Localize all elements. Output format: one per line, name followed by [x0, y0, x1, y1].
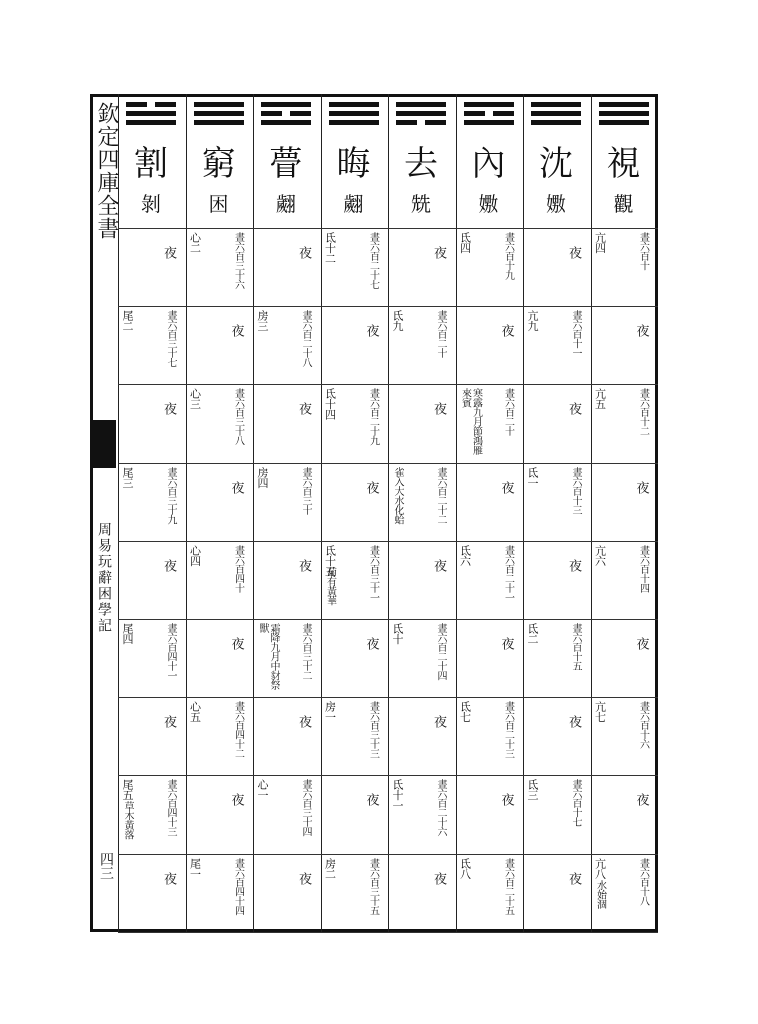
- column-divider: [253, 94, 254, 932]
- table-cell: [388, 228, 454, 306]
- gua-column: [591, 94, 657, 932]
- gua-name: 窮: [201, 144, 236, 184]
- gua-name: 割: [134, 144, 168, 184]
- table-cell: [186, 228, 252, 306]
- margin-column: [90, 94, 118, 932]
- table-cell: [456, 541, 522, 619]
- row-divider: [118, 463, 658, 464]
- night-label: 夜: [161, 715, 176, 728]
- night-label: 夜: [228, 637, 244, 650]
- table-cell: [523, 854, 589, 932]
- night-label: 夜: [633, 637, 649, 650]
- gua-subname: 困: [208, 192, 229, 216]
- table-cell: [388, 306, 454, 384]
- table-cell: [253, 854, 319, 932]
- gua-subname: 翽: [276, 192, 296, 216]
- table-cell: [523, 463, 589, 541]
- column-divider: [388, 94, 389, 932]
- night-label: 夜: [363, 637, 379, 650]
- table-cell: [118, 228, 184, 306]
- lunar-mansion-note: 氐九: [391, 310, 404, 332]
- lunar-mansion-note: 心五: [188, 701, 202, 723]
- lunar-mansion-note: 心二: [188, 232, 202, 253]
- solar-term-note: 雀入大水化蛤: [392, 466, 403, 524]
- table-cell: [118, 854, 184, 932]
- table-cell: [388, 463, 454, 541]
- solar-term-note: 菊有黃華: [324, 566, 336, 605]
- solar-term-note: 霜降九月中豺祭獸: [257, 623, 279, 690]
- trigram-icon: [194, 102, 244, 129]
- day-count: 晝六百十二: [637, 388, 649, 436]
- table-cell: [186, 384, 252, 462]
- lunar-mansion-note: 亢九: [526, 310, 539, 332]
- table-cell: [591, 384, 657, 462]
- day-count: 晝六百四十三: [165, 779, 176, 837]
- day-count: 晝六百三十六: [232, 232, 244, 289]
- night-label: 夜: [431, 558, 446, 572]
- lunar-mansion-note: 亢八: [593, 857, 607, 879]
- gua-column: [186, 94, 252, 932]
- gua-column: [456, 94, 522, 932]
- day-count: 晝六百十三: [570, 466, 581, 515]
- lunar-mansion-note: 尾四: [121, 623, 134, 644]
- day-count: 晝六百二十二: [435, 466, 446, 524]
- lunar-mansion-note: 房三: [256, 310, 269, 332]
- lunar-mansion-note: 亢五: [593, 388, 607, 410]
- gua-subname: 嫐: [478, 192, 499, 216]
- lunar-mansion-note: 氐十五: [323, 544, 337, 577]
- night-label: 夜: [363, 480, 379, 494]
- table-cell: [321, 775, 387, 853]
- table-cell: [118, 463, 184, 541]
- row-divider: [118, 619, 658, 620]
- day-count: 晝六百二十九: [367, 388, 379, 446]
- row-divider: [118, 541, 658, 542]
- table-cell: [253, 541, 319, 619]
- gua-column: [321, 94, 387, 932]
- day-count: 晝六百三十八: [232, 388, 244, 446]
- table-cell: [118, 775, 184, 853]
- lunar-mansion-note: 房二: [323, 857, 337, 879]
- table-cell: [253, 775, 319, 853]
- table-cell: [186, 854, 252, 932]
- table-cell: [186, 775, 252, 853]
- row-divider: [118, 306, 658, 307]
- table-cell: [118, 619, 184, 697]
- day-count: 晝六百二十一: [502, 544, 514, 602]
- column-divider: [186, 94, 187, 932]
- day-count: 晝六百四十四: [232, 857, 244, 915]
- lunar-mansion-note: 氐七: [458, 701, 472, 723]
- night-label: 夜: [296, 246, 311, 259]
- night-label: 夜: [566, 402, 581, 415]
- day-count: 晝六百三十二: [300, 623, 311, 680]
- day-count: 晝六百十一: [570, 310, 581, 358]
- table-cell: [321, 619, 387, 697]
- table-cell: [321, 697, 387, 775]
- day-count: 晝六百十七: [570, 779, 581, 827]
- night-label: 夜: [228, 480, 244, 494]
- lunar-mansion-note: 亢七: [593, 701, 607, 723]
- day-count: 晝六百二十六: [435, 779, 446, 837]
- row-divider: [118, 932, 658, 933]
- column-divider: [321, 94, 322, 932]
- day-count: 晝六百十八: [637, 857, 649, 906]
- table-cell: [456, 306, 522, 384]
- night-label: 夜: [296, 402, 311, 415]
- lunar-mansion-note: 氐十一: [391, 779, 404, 811]
- lunar-mansion-note: 氐十二: [323, 232, 337, 264]
- night-label: 夜: [498, 793, 514, 806]
- column-divider: [591, 94, 592, 932]
- day-count: 晝六百四十: [232, 544, 244, 593]
- day-count: 晝六百二十三: [502, 701, 514, 759]
- gua-subname: 兟: [411, 192, 431, 216]
- row-divider: [118, 775, 658, 776]
- night-label: 夜: [228, 793, 244, 806]
- gua-column: [523, 94, 589, 932]
- table-cell: [456, 854, 522, 932]
- gua-subname: 剝: [141, 192, 161, 216]
- night-label: 夜: [296, 558, 311, 572]
- night-label: 夜: [161, 558, 176, 572]
- day-count: 晝六百十五: [570, 623, 581, 671]
- night-label: 夜: [296, 715, 311, 728]
- table-cell: [321, 854, 387, 932]
- table-cell: [321, 228, 387, 306]
- table-cell: [388, 854, 454, 932]
- table-cell: [591, 854, 657, 932]
- trigram-icon: [599, 102, 649, 129]
- table-cell: [523, 228, 589, 306]
- table-cell: [591, 541, 657, 619]
- lunar-mansion-note: 氐十四: [323, 388, 337, 420]
- gua-name: 內: [471, 144, 506, 184]
- gua-name: 晦: [336, 144, 371, 184]
- column-divider: [523, 94, 524, 932]
- table-cell: [591, 228, 657, 306]
- solar-term-note: 寒露九月節鴻雁來賓: [459, 388, 482, 455]
- lunar-mansion-note: 房四: [256, 466, 269, 488]
- night-label: 夜: [363, 324, 379, 337]
- lunar-mansion-note: 氐六: [458, 544, 472, 566]
- table-cell: [456, 775, 522, 853]
- night-label: 夜: [633, 324, 649, 337]
- night-label: 夜: [363, 793, 379, 806]
- lunar-mansion-note: 心三: [188, 388, 202, 410]
- day-count: 晝六百二十五: [502, 857, 514, 915]
- table-cell: [523, 697, 589, 775]
- solar-term-note: 草木黃落: [122, 801, 133, 840]
- table-cell: [388, 541, 454, 619]
- day-count: 晝六百二十四: [435, 623, 446, 680]
- table-cell: [523, 619, 589, 697]
- table-cell: [186, 697, 252, 775]
- lunar-mansion-note: 氐八: [458, 857, 472, 879]
- table-cell: [591, 619, 657, 697]
- table-cell: [253, 384, 319, 462]
- table-cell: [591, 463, 657, 541]
- day-count: 晝六百二十七: [367, 232, 379, 289]
- lunar-mansion-note: 心四: [188, 544, 202, 566]
- table-cell: [523, 541, 589, 619]
- night-label: 夜: [566, 558, 581, 572]
- trigram-icon: [464, 102, 514, 129]
- day-count: 晝六百三十四: [300, 779, 311, 837]
- day-count: 晝六百十九: [502, 232, 514, 280]
- day-count: 晝六百十四: [637, 544, 649, 593]
- lunar-mansion-note: 亢四: [593, 232, 607, 253]
- column-divider: [118, 94, 119, 932]
- row-divider: [118, 228, 658, 229]
- day-count: 晝六百四十二: [232, 701, 244, 759]
- gua-subname: 翽: [343, 192, 364, 216]
- gua-column: [253, 94, 319, 932]
- gua-column: [118, 94, 184, 932]
- day-count: 晝六百二十: [502, 388, 514, 436]
- table-cell: [321, 384, 387, 462]
- lunar-mansion-note: 氐一: [526, 466, 539, 488]
- lunar-mansion-note: 氐四: [458, 232, 472, 253]
- table-cell: [253, 619, 319, 697]
- table-cell: [456, 697, 522, 775]
- table-cell: [321, 463, 387, 541]
- book-title: 欽定四庫全書: [94, 102, 119, 240]
- lunar-mansion-note: 亢六: [593, 544, 607, 566]
- table-cell: [253, 306, 319, 384]
- lunar-mansion-note: 氐三: [526, 779, 539, 801]
- lunar-mansion-note: 尾三: [121, 466, 134, 488]
- day-count: 晝六百二十: [435, 310, 446, 358]
- night-label: 夜: [161, 402, 176, 415]
- night-label: 夜: [431, 246, 446, 259]
- table-cell: [456, 619, 522, 697]
- lunar-mansion-note: 氐十: [391, 623, 404, 644]
- row-divider: [118, 854, 658, 855]
- table-cell: [186, 619, 252, 697]
- night-label: 夜: [498, 324, 514, 337]
- table-cell: [523, 306, 589, 384]
- table-cell: [388, 775, 454, 853]
- table-cell: [591, 697, 657, 775]
- night-label: 夜: [228, 324, 244, 337]
- lunar-mansion-note: 尾二: [121, 310, 134, 332]
- night-label: 夜: [566, 246, 581, 259]
- table-cell: [388, 384, 454, 462]
- gua-subname: 嫐: [546, 192, 566, 216]
- table-cell: [321, 306, 387, 384]
- row-divider: [118, 384, 658, 385]
- row-divider: [118, 697, 658, 698]
- night-label: 夜: [566, 715, 581, 728]
- night-label: 夜: [431, 715, 446, 728]
- lunar-mansion-note: 心一: [256, 779, 269, 801]
- day-count: 晝六百三十九: [165, 466, 176, 524]
- table-cell: [118, 384, 184, 462]
- night-label: 夜: [633, 480, 649, 494]
- lunar-mansion-note: 房一: [323, 701, 337, 723]
- trigram-icon: [329, 102, 379, 129]
- trigram-icon: [396, 102, 446, 129]
- table-cell: [321, 541, 387, 619]
- table-cell: [456, 384, 522, 462]
- table-cell: [523, 384, 589, 462]
- table-cell: [456, 463, 522, 541]
- table-cell: [118, 697, 184, 775]
- table-cell: [388, 619, 454, 697]
- day-count: 晝六百二十八: [300, 310, 311, 368]
- table-cell: [253, 463, 319, 541]
- day-count: 晝六百三十: [300, 466, 311, 515]
- night-label: 夜: [633, 793, 649, 806]
- lunar-mansion-note: 氐二: [526, 623, 539, 644]
- gua-name: 沈: [539, 144, 573, 184]
- gua-column: [388, 94, 454, 932]
- section-title: 周易玩辭困學記: [96, 522, 112, 634]
- table-cell: [591, 306, 657, 384]
- gua-name: 瞢: [269, 144, 303, 184]
- day-count: 晝六百三十三: [367, 701, 379, 759]
- trigram-icon: [261, 102, 311, 129]
- night-label: 夜: [498, 480, 514, 494]
- day-count: 晝六百四十一: [165, 623, 176, 680]
- trigram-icon: [126, 102, 176, 129]
- night-label: 夜: [431, 871, 446, 885]
- page-number: 四三: [98, 852, 114, 880]
- table-cell: [186, 306, 252, 384]
- table-cell: [118, 306, 184, 384]
- lunar-mansion-note: 尾一: [188, 857, 202, 879]
- table-cell: [186, 463, 252, 541]
- table-cell: [186, 541, 252, 619]
- table-cell: [253, 228, 319, 306]
- gua-name: 去: [404, 144, 438, 184]
- table-cell: [388, 697, 454, 775]
- night-label: 夜: [161, 246, 176, 259]
- table-cell: [118, 541, 184, 619]
- table-cell: [253, 697, 319, 775]
- column-divider: [456, 94, 457, 932]
- day-count: 晝六百十六: [637, 701, 649, 749]
- day-count: 晝六百三十七: [165, 310, 176, 368]
- fishtail-mark: [92, 420, 116, 468]
- night-label: 夜: [161, 871, 176, 885]
- lunar-mansion-note: 尾五: [121, 779, 134, 801]
- table-cell: [591, 775, 657, 853]
- day-count: 晝六百十: [637, 232, 649, 270]
- day-count: 晝六百三十一: [367, 544, 379, 602]
- table-cell: [523, 775, 589, 853]
- solar-term-note: 水始涸: [594, 879, 606, 909]
- day-count: 晝六百三十五: [367, 857, 379, 915]
- night-label: 夜: [498, 637, 514, 650]
- night-label: 夜: [296, 871, 311, 885]
- night-label: 夜: [566, 871, 581, 885]
- gua-subname: 觀: [613, 192, 634, 216]
- table-cell: [456, 228, 522, 306]
- gua-name: 視: [606, 144, 641, 184]
- night-label: 夜: [431, 402, 446, 415]
- trigram-icon: [531, 102, 581, 129]
